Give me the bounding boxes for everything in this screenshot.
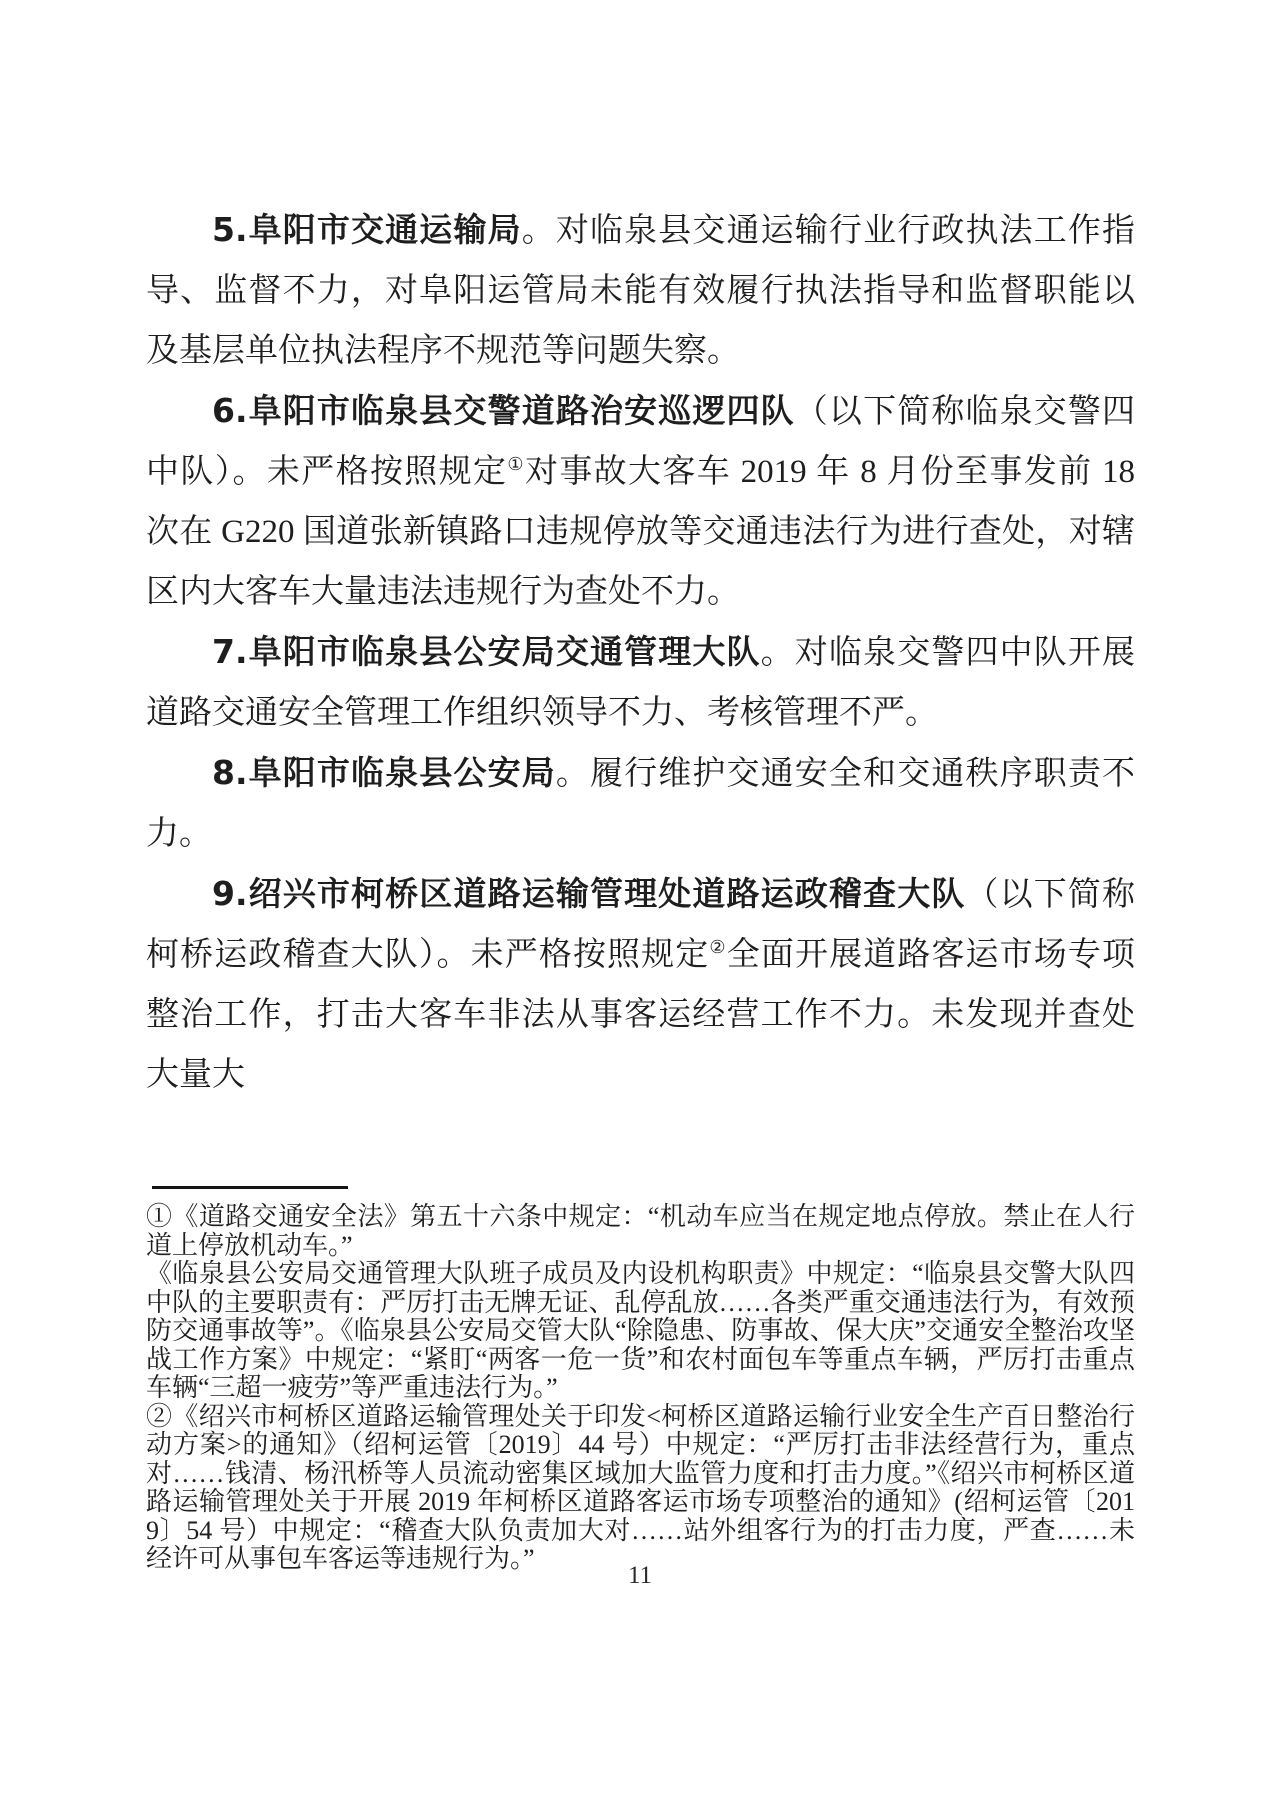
footnote-2: ②《绍兴市柯桥区道路运输管理处关于印发<柯桥区道路运输行业安全生产百日整治行动方案>的通知》（绍柯运管〔2019〕44 号）中规定：“严厉打击非法经营行为，重点对……钱清、杨汛桥等人员流动密集区域加大监管力度和打击力度。”《绍兴市柯桥区道路运输管理处关于开展 2019 年柯桥区道路客运市场专项整治的通知》(绍柯运管〔2019〕54 号）中规定：“稽查大队负责加大对……站外组客行为的打击力度，严查……未经许可从事包车客运等违规行为。” — [146, 1401, 1135, 1573]
footnote-ref-mark: ① — [507, 454, 525, 474]
footnote-1-part-1: ①《道路交通安全法》第五十六条中规定：“机动车应当在规定地点停放。禁止在人行道上停放机动车。” — [146, 1202, 1135, 1260]
paragraph-text: （以下简称柯桥运政稽查大队）。未严格按照规定 — [146, 877, 1136, 973]
paragraph-item-8 — [146, 743, 1135, 864]
paragraph-text: （以下简称临泉交警四中队）。未严格按照规定 — [146, 394, 1136, 490]
footnote-1-part-2: 《临泉县公安局交通管理大队班子成员及内设机构职责》中规定：“临泉县交警大队四中队的主要职责有：严厉打击无牌无证、乱停乱放……各类严重交通违法行为，有效预防交通事故等”。《临泉县公安局交管大队“除隐患、防事故、保大庆”交通安全整治攻坚战工作方案》中规定：“紧盯“两客一危一货”和农村面包车等重点车辆，严厉打击重点车辆“三超一疲劳”等严重违法行为。” — [146, 1259, 1135, 1402]
footnotes-section — [146, 1186, 1135, 1574]
footnote-separator-rule — [152, 1186, 348, 1189]
document-body — [146, 200, 1135, 1105]
org-name-bold: 8.阜阳市临泉县公安局 — [212, 753, 556, 792]
org-name-bold: 9.绍兴市柯桥区道路运输管理处道路运政稽查大队 — [212, 874, 966, 913]
page-number: 11 — [627, 1562, 653, 1589]
org-name-bold: 5.阜阳市交通运输局 — [212, 210, 522, 249]
paragraph-item-7 — [146, 622, 1135, 743]
paragraph-item-5 — [146, 200, 1135, 381]
paragraph-text: 全面开展道路客运市场专项整治工作，打击大客车非法从事客运经营工作不力。未发现并查处大量大 — [146, 937, 1136, 1093]
paragraph-item-9 — [146, 864, 1135, 1105]
footnote-ref-mark: ② — [709, 937, 727, 957]
paragraph-text: 。对临泉县交通运输行业行政执法工作指导、监督不力，对阜阳运管局未能有效履行执法指导和监督职能以及基层单位执法程序不规范等问题失察。 — [146, 213, 1136, 369]
paragraph-text: 。履行维护交通安全和交通秩序职责不力。 — [146, 756, 1135, 852]
paragraph-text: 。对临泉交警四中队开展道路交通安全管理工作组织领导不力、考核管理不严。 — [146, 635, 1136, 731]
paragraph-text: 对事故大客车 2019 年 8 月份至事发前 18 次在 G220 国道张新镇路口违规停放等交通违法行为进行查处，对辖区内大客车大量违法违规行为查处不力。 — [146, 454, 1136, 610]
org-name-bold: 7.阜阳市临泉县公安局交通管理大队 — [212, 632, 761, 671]
paragraph-item-6 — [146, 381, 1135, 622]
org-name-bold: 6.阜阳市临泉县交警道路治安巡逻四队 — [212, 391, 795, 430]
